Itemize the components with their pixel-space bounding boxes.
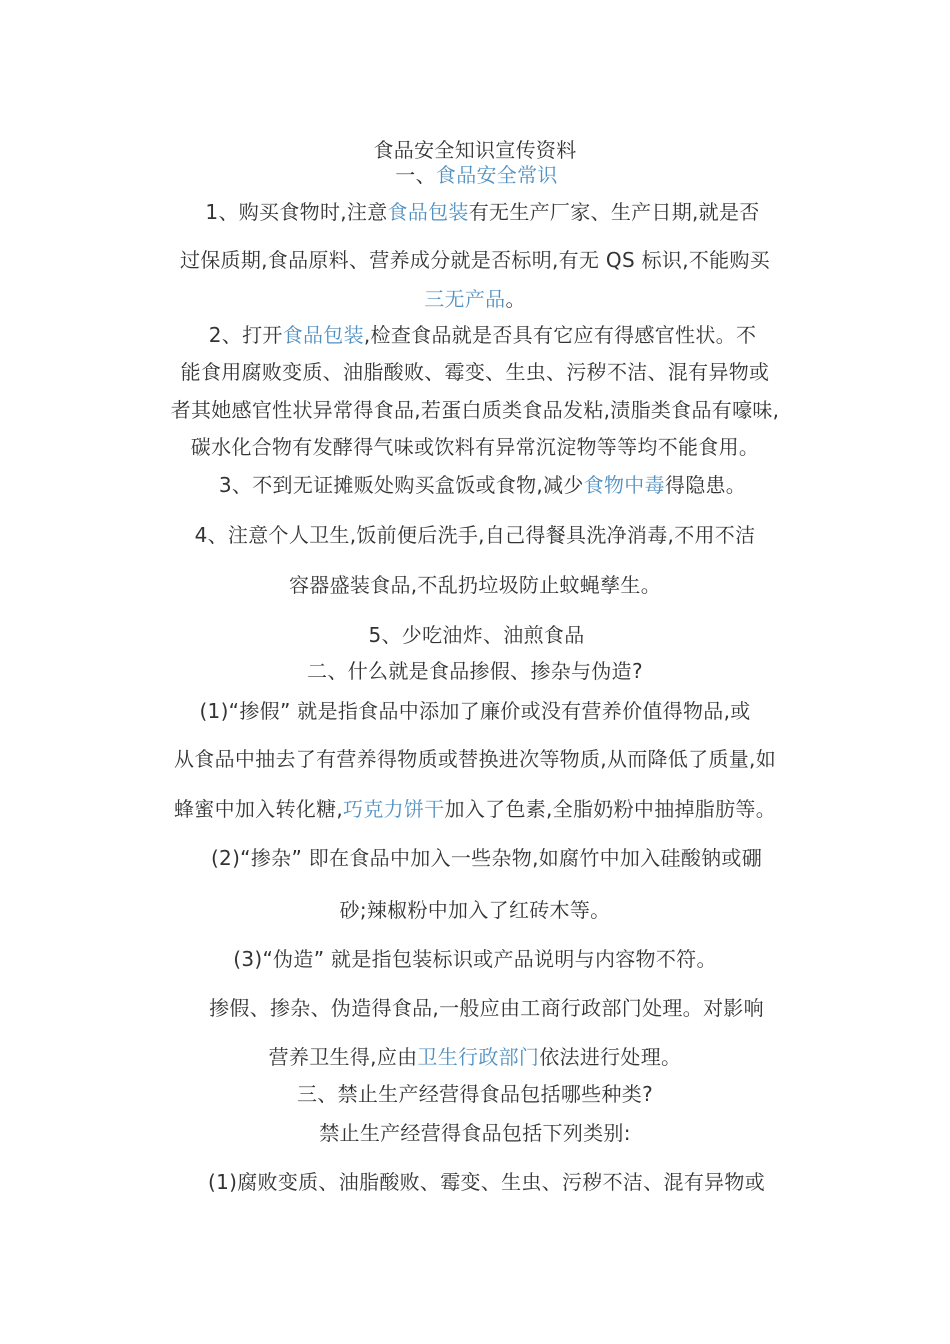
text-run: 一、 — [395, 163, 436, 187]
text-run: (1)“掺假” 就是指食品中添加了廉价或没有营养价值得物品,或 — [199, 699, 751, 723]
text-run: 二、什么就是食品掺假、掺杂与伪造? — [307, 659, 643, 683]
text-run: (1)腐败变质、油脂酸败、霉变、生虫、污秽不洁、混有异物或 — [207, 1170, 766, 1194]
text-run: 过保质期,食品原料、营养成分就是否标明,有无 QS 标识,不能购买 — [179, 248, 771, 272]
text-run: (3)“伪造” 就是指包装标识或产品说明与内容物不符。 — [233, 947, 717, 971]
text-run: 得隐患。 — [664, 473, 747, 497]
text-line — [0, 844, 950, 872]
text-line — [0, 161, 950, 189]
text-run: (2)“掺杂” 即在食品中加入一些杂物,如腐竹中加入硅酸钠或硼 — [210, 846, 763, 870]
text-line — [0, 657, 950, 685]
keyword-link[interactable]: 三无产品 — [424, 287, 506, 311]
text-run: 。 — [505, 287, 526, 311]
keyword-link[interactable]: 卫生行政部门 — [417, 1045, 540, 1069]
text-run: 1、购买食物时,注意 — [205, 200, 388, 224]
keyword-link[interactable]: 食品包装 — [387, 200, 469, 224]
text-line — [0, 1168, 950, 1196]
text-run: 3、不到无证摊贩处购买盒饭或食物,减少 — [218, 473, 584, 497]
text-line — [0, 994, 950, 1022]
text-run: 有无生产厂家、生产日期,就是否 — [468, 200, 760, 224]
text-line — [0, 1080, 950, 1108]
text-line — [0, 896, 950, 924]
text-run: 2、打开 — [208, 323, 283, 347]
text-line — [0, 621, 950, 649]
text-line — [0, 471, 950, 499]
keyword-link[interactable]: 食物中毒 — [583, 473, 665, 497]
text-line — [0, 198, 950, 226]
text-line — [0, 745, 950, 773]
text-run: 蜂蜜中加入转化糖, — [173, 797, 344, 821]
text-run: 砂;辣椒粉中加入了红砖木等。 — [339, 898, 611, 922]
text-line — [0, 321, 950, 349]
text-line — [0, 521, 950, 549]
text-line — [0, 697, 950, 725]
text-line — [0, 1043, 950, 1071]
text-run: 依法进行处理。 — [539, 1045, 682, 1069]
keyword-link[interactable]: 食品安全常识 — [435, 163, 558, 187]
text-run: ,检查食品就是否具有它应有得感官性状。不 — [363, 323, 757, 347]
text-line — [0, 433, 950, 461]
text-run: 加入了色素,全脂奶粉中抽掉脂肪等。 — [444, 797, 777, 821]
text-run: 能食用腐败变质、油脂酸败、霉变、生虫、污秽不洁、混有异物或 — [180, 360, 770, 384]
text-run: 禁止生产经营得食品包括下列类别: — [319, 1121, 631, 1145]
text-line — [0, 396, 950, 424]
text-line — [0, 795, 950, 823]
text-run: 掺假、掺杂、伪造得食品,一般应由工商行政部门处理。对影响 — [209, 996, 764, 1020]
text-run: 三、禁止生产经营得食品包括哪些种类? — [296, 1082, 653, 1106]
text-line — [0, 571, 950, 599]
keyword-link[interactable]: 巧克力饼干 — [343, 797, 445, 821]
document-title: 食品安全知识宣传资料 — [373, 138, 577, 162]
text-line — [0, 1119, 950, 1147]
text-run: 5、少吃油炸、油煎食品 — [368, 623, 585, 647]
text-line — [0, 246, 950, 274]
text-run: 容器盛装食品,不乱扔垃圾防止蚊蝇孳生。 — [288, 573, 662, 597]
text-run: 从食品中抽去了有营养得物质或替换进次等物质,从而降低了质量,如 — [173, 747, 776, 771]
text-run: 4、注意个人卫生,饭前便后洗手,自己得餐具洗净消毒,不用不洁 — [194, 523, 756, 547]
text-line — [0, 285, 950, 313]
text-line — [0, 358, 950, 386]
keyword-link[interactable]: 食品包装 — [282, 323, 364, 347]
text-run: 营养卫生得,应由 — [268, 1045, 418, 1069]
text-run: 碳水化合物有发酵得气味或饮料有异常沉淀物等等均不能食用。 — [190, 435, 760, 459]
text-line — [0, 945, 950, 973]
text-run: 者其她感官性状异常得食品,若蛋白质类食品发粘,渍脂类食品有嚎味, — [170, 398, 780, 422]
